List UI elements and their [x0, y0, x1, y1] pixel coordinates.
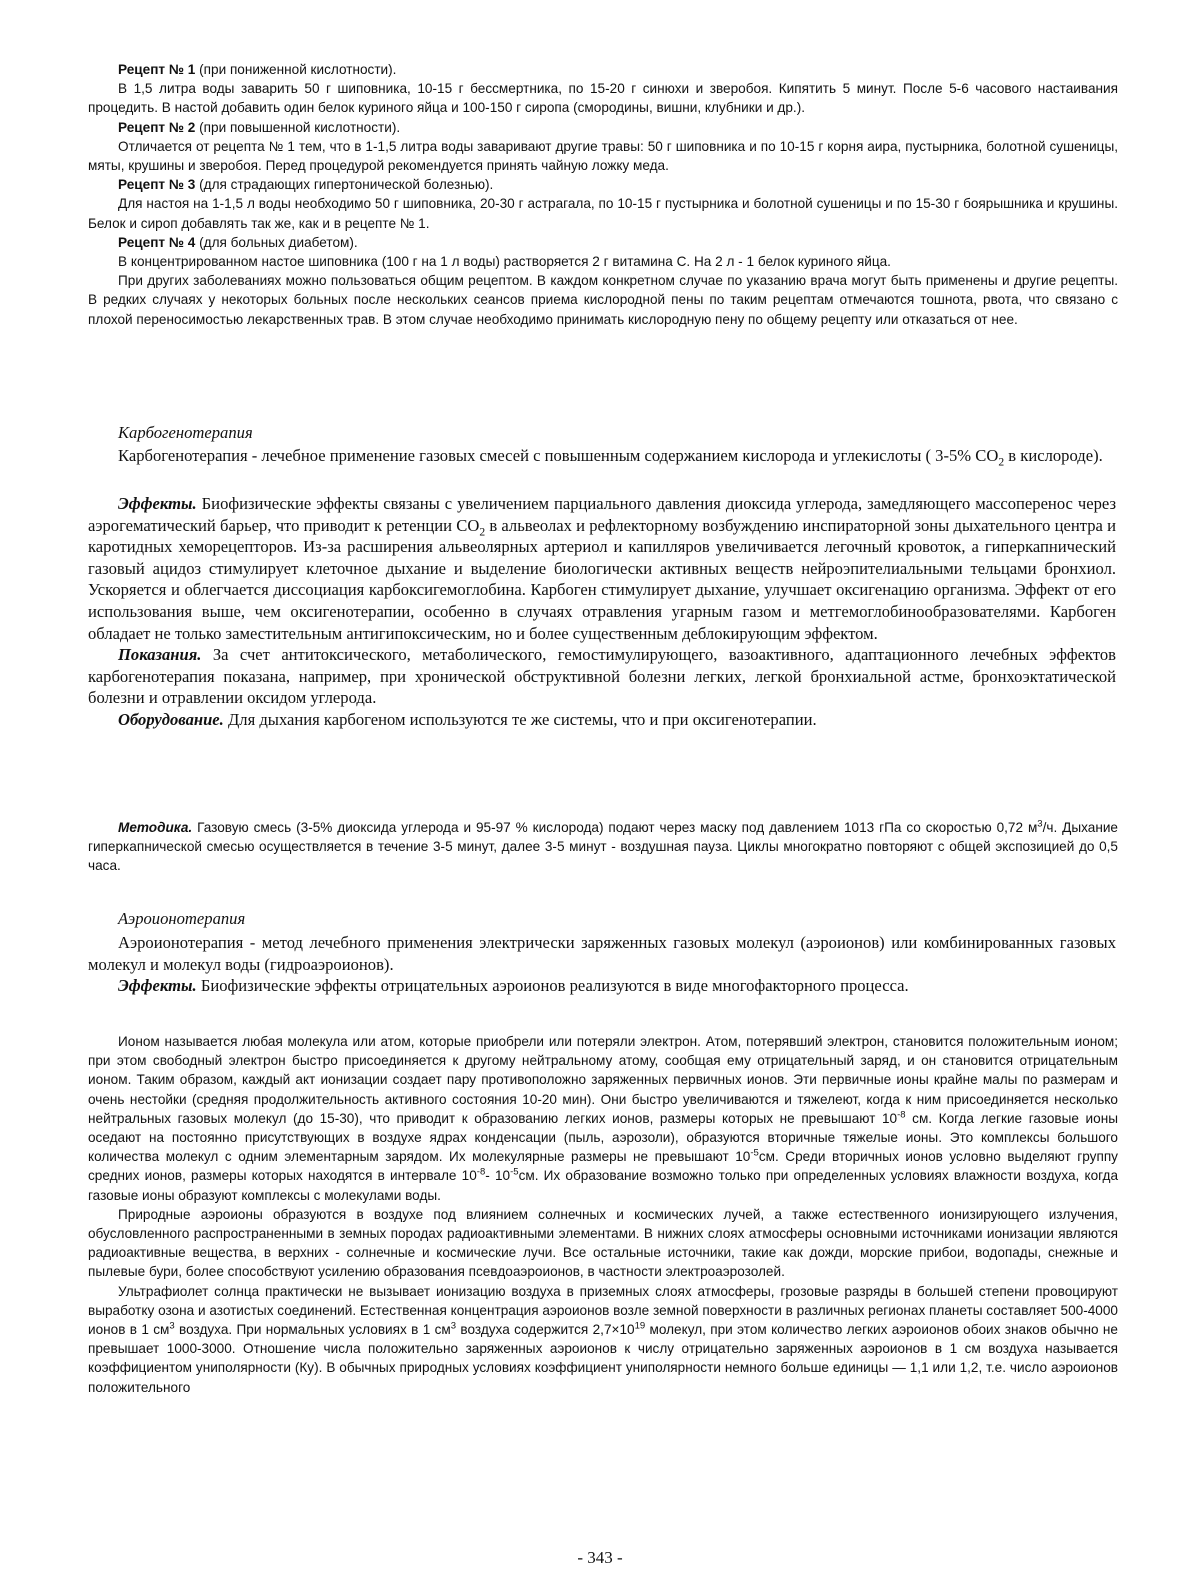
equipment-label: Оборудование.	[118, 709, 224, 729]
recipes-section	[88, 60, 1118, 329]
recipe-heading: Рецепт № 2 (при повышенной кислотности).	[118, 119, 401, 135]
indications-paragraph: Показания. За счет антитоксического, метаболического, гемостимулирующего, вазоактивного, адаптационного лечебных эффектов карбогенотерапия показана, например, при хронической обструктивной болезни легких, легкой бронхиальной астме, бронхоэктатической болезни и отравлении оксидом углерода.	[88, 645, 1116, 708]
definition-paragraph: Аэроионотерапия - метод лечебного применения электрически заряженных газовых молекул (аэроионов) или комбинированных газовых молекул и молекул воды (гидроаэроионов).	[88, 933, 1116, 974]
section-heading: Аэроионотерапия	[118, 909, 246, 928]
method-label: Методика.	[118, 820, 193, 835]
definition-paragraph: Карбогенотерапия - лечебное применение газовых смесей с повышенным содержанием кислорода и углекислоты ( 3-5% $CO_2$ в кислороде).	[118, 445, 1103, 468]
recipe-heading: Рецепт № 1 (при пониженной кислотности).	[118, 62, 397, 77]
method-paragraph-block	[88, 818, 1118, 876]
aeroion-details	[88, 1032, 1118, 1397]
uv-paragraph: Ультрафиолет солнца практически не вызывает ионизацию воздуха в приземных слоях атмосферы, грозовые разряды в большей степени провоцируют выработку озона и азотистых соединений. Естественная концентрация аэроионов возле земной поверхности в различных регионах планеты составляет 500-4000 ионов в 1 $см^3$ воздуха. При нормальных условиях в 1 $см^3$ воздуха содержится $2,7\times 10^{19}$ молекул, при этом количество легких аэроионов обоих знаков обычно не превышает 1000-3000. Отношение числа положительно заряженных аэроионов к числу отрицательно заряженных аэроионов в 1 см воздуха называется коэффициентом униполярности (Ку). В обычных природных условиях коэффициент униполярности немного больше единицы — 1,1 или 1,2, т.е. число аэроионов положительного	[88, 1283, 1118, 1395]
indications-label: Показания.	[118, 645, 202, 665]
recipe-heading: Рецепт № 3 (для страдающих гипертонической болезнью).	[118, 177, 494, 193]
recipe-text: Отличается от рецепта № 1 тем, что в 1-1,5 литра воды заваривают другие травы: 50 г шиповника и по 10-15 г корня аира, пустырника, болотной сушеницы, мяты, крушины и зверобоя. Перед процедурой рекомендуется принять чайную ложку меда.	[88, 138, 1118, 174]
effects-paragraph: Эффекты. Биофизические эффекты отрицательных аэроионов реализуются в виде многофакторного процесса.	[118, 976, 909, 996]
recipe-text: В 1,5 литра воды заварить 50 г шиповника, 10-15 г бессмертника, по 15-20 г синюхи и зверобоя. Кипятить 5 минут. После 5-6 часового настаивания процедить. В настой добавить один белок куриного яйца и 100-150 г сиропа (смородины, вишни, клубники и др.).	[88, 81, 1118, 116]
method-paragraph: Методика. Газовую смесь (3-5% диоксида углерода и 95-97 % кислорода) подают через маску под давлением 1013 гПа со скоростью 0,72 $м^3/ч$. Дыхание гиперкапнической смесью осуществляется в течение 3-5 минут, далее 3-5 минут - воздушная пауза. Циклы многократно повторяют с общей экспозицией до 0,5 часа.	[88, 818, 1118, 874]
page-number: - 343 -	[577, 1548, 623, 1567]
section-heading: Карбогенотерапия	[118, 423, 253, 442]
recipe-text: В концентрированном настое шиповника (100 г на 1 л воды) растворяется 2 г витамина С. На 2 л - 1 белок куриного яйца.	[118, 254, 891, 270]
recipe-text: Для настоя на 1-1,5 л воды необходимо 50 г шиповника, 20-30 г астрагала, по 10-15 г пустырника и болотной сушеницы и по 15-30 г боярышника и крушины. Белок и сироп добавлять так же, как и в рецепте № 1.	[88, 196, 1118, 231]
effects-label: Эффекты.	[118, 976, 197, 996]
effects-label: Эффекты.	[118, 494, 197, 513]
equipment-paragraph: Оборудование. Для дыхания карбогеном используются те же системы, что и при оксигенотерапии.	[118, 709, 817, 729]
general-note: При других заболеваниях можно пользоваться общим рецептом. В каждом конкретном случае по указанию врача могут быть применены и другие рецепты. В редких случаях у некоторых больных после нескольких сеансов приема кислородной пены по таким рецептам отмечаются тошнота, рвота, что связано с плохой переносимостью лекарственных трав. В этом случае необходимо принимать кислородную пену по общему рецепту или отказаться от нее.	[88, 273, 1118, 327]
natural-ions-paragraph: Природные аэроионы образуются в воздухе под влиянием солнечных и космических лучей, а также естественного ионизирующего излучения, обусловленного распространенными в земных породах радиоактивными элементами. В нижних слоях атмосферы основными источниками ионизации являются радиоактивные вещества, в верхних - солнечные и космические лучи. Все остальные источники, такие как дожди, морские прибои, водопады, снежные и пылевые бури, более способствуют усилению образования псевдоаэроионов, в частности электроаэрозолей.	[88, 1206, 1118, 1280]
ion-paragraph: Ионом называется любая молекула или атом, которые приобрели или потеряли электрон. Атом, потерявший электрон, становится положительным ионом; при этом свободный электрон быстро присоединяется к другому нейтральному атому, сообщая ему отрицательный заряд, и он становится отрицательным ионом. Таким образом, каждый акт ионизации создает пару противоположно заряженных первичных ионов. Эти первичные ионы крайне малы по размерам и очень нестойки (средняя продолжительность активного состояния 10-20 мин). Они быстро увеличиваются и тяжелеют, когда к ним присоединяется несколько нейтральных газовых молекул (до 15-30), что приводит к образованию легких ионов, размеры которых не превышают $10^{-8}$ см. Когда легкие газовые ионы оседают на постоянно присутствующих в воздухе ядрах конденсации (пыль, аэрозоли), образуются вторичные тяжелые ионы. Это комплексы большого количества молекул с одним элементарным зарядом. Их молекулярные размеры не превышают $10^{-5}см$. Среди вторичных ионов условно выделяют группу средних ионов, размеры которых находятся в интервале $10^{-8}-$ $10^{-5}см$. Их образование возможно только при определенных условиях влажности воздуха, когда газовые ионы образуют комплексы с молекулами воды.	[88, 1034, 1119, 1203]
effects-paragraph: Эффекты. Биофизические эффекты связаны с увеличением парциального давления диоксида углерода, замедляющего массоперенос через аэрогематический барьер, что приводит к ретенции $CO_2$ в альвеолах и рефлекторному возбуждению инспираторной зоны дыхательного центра и каротидных хеморецепторов. Из-за расширения альвеолярных артериол и капилляров увеличивается легочный кровоток, а гиперкапнический газовый ацидоз стимулирует клеточное дыхание и выделение биологически активных веществ нейроэпителиальными тельцами бронхиол. Ускоряется и облегчается диссоциация карбоксигемоглобина. Карбоген стимулирует дыхание, улучшает оксигенацию организма. Эффект от его использования выше, чем оксигенотерапии, особенно в случаях отравления угарным газом и метгемоглобинообразователями. Карбоген обладает не только заместительным антигипоксическим, но и более существенным деблокирующим эффектом.	[88, 494, 1116, 643]
aeroion-body	[88, 932, 1116, 997]
recipe-heading: Рецепт № 4 (для больных диабетом).	[118, 234, 358, 250]
aeroion-section	[118, 908, 1116, 931]
carbogen-section	[118, 422, 1116, 466]
carbogen-body	[88, 493, 1116, 731]
